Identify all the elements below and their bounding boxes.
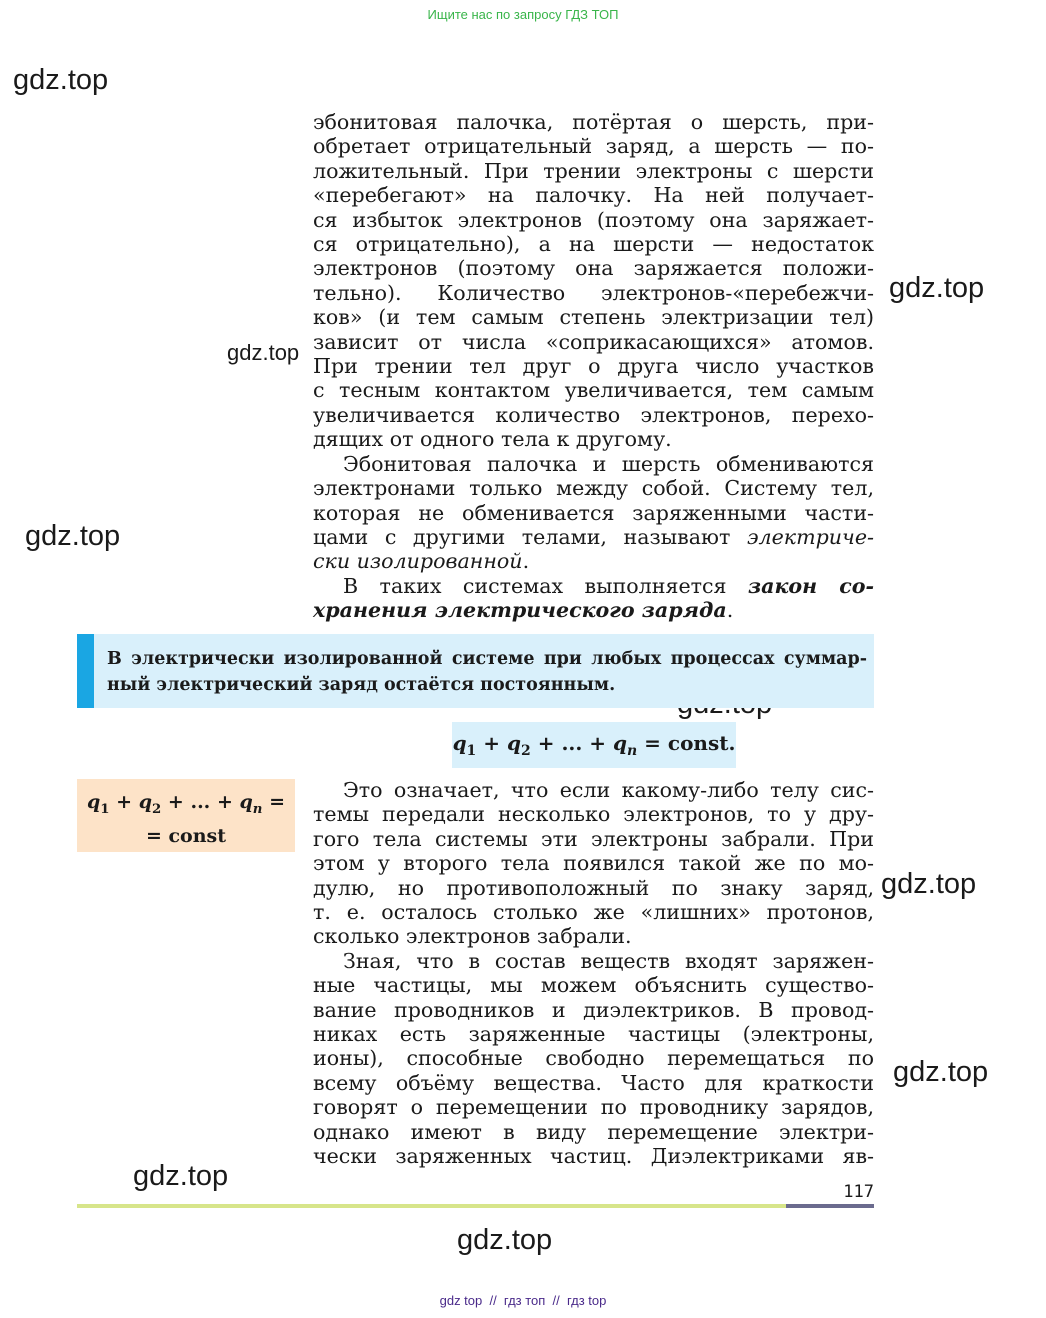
formula-dots: ... (561, 731, 583, 755)
formula-sub: n (252, 801, 263, 817)
law-term: закон со- (747, 573, 875, 598)
text-line: электронов (поэтому она заряжается положи- (313, 256, 874, 281)
text-fragment: . (726, 598, 734, 623)
text-line: ков» (и тем самым степень электризации тел) (313, 305, 874, 330)
watermark: gdz.top (881, 868, 977, 900)
formula-const: = const. (644, 731, 736, 755)
text-line: этом у второго тела появился такой же по мо- (313, 851, 874, 876)
text-line: Эбонитовая палочка и шерсть обмениваются (343, 451, 874, 476)
footer-divider-accent (786, 1204, 874, 1208)
text-line: сколько электронов забрали. (313, 924, 632, 949)
watermark: gdz.top (889, 272, 985, 304)
rule-line: В электрически изолированной системе при любых процессах суммар- (107, 649, 867, 669)
text-line: т. е. осталось столько же «лишних» протонов, (313, 900, 874, 925)
text-line: гого тела системы эти электроны забрали. При (313, 826, 874, 851)
text-line: говорят о перемещении по проводнику зарядов, (313, 1095, 874, 1120)
text-line: тельно). Количество электронов-«перебежчи- (313, 280, 874, 305)
rule-accent-bar (77, 634, 94, 708)
text-line: всему объёму вещества. Часто для краткости (313, 1070, 874, 1095)
text-line: ся отрицательно), а на шерсти — недостаток (313, 232, 874, 257)
rule-text (107, 646, 867, 698)
text-line: с тесным контактом увеличивается, тем самым (313, 378, 874, 403)
watermark: gdz.top (893, 1056, 989, 1088)
formula-op: + (483, 731, 501, 755)
formula (452, 731, 736, 759)
formula-var: q (613, 731, 628, 755)
text-line: Зная, что в состав веществ входят заряжен- (343, 948, 874, 973)
text-line: электронами только между собой. Систему тел, (313, 476, 874, 501)
text-line (313, 574, 874, 598)
text-line: Это означает, что если какому-либо телу сис- (343, 778, 874, 802)
text-line: ионы), способные свободно перемещаться по (313, 1046, 874, 1071)
text-line: дулю, но противоположный по знаку заряд, (313, 875, 874, 900)
formula-op: = (269, 791, 285, 813)
text-line: ся избыток электронов (поэтому она заряжает- (313, 207, 874, 232)
rule-line: ный электрический заряд остаётся постоянным. (107, 675, 616, 695)
formula-sub: 2 (152, 801, 162, 817)
side-formula-line: = const (145, 824, 227, 847)
text-line: которая не обменивается заряженными части- (313, 500, 874, 525)
formula-var: q (507, 731, 521, 755)
text-line (313, 598, 874, 622)
text-fragment: цами с другими телами, называют (313, 524, 731, 549)
text-line: обретает отрицательный заряд, а шерсть — по- (313, 134, 874, 159)
watermark: gdz.top (25, 520, 121, 552)
formula-op: + (537, 731, 555, 755)
text-column-lower (313, 778, 874, 1169)
formula-op: + (589, 731, 607, 755)
formula-sub: 1 (466, 743, 477, 759)
page-number: 117 (843, 1182, 874, 1202)
formula-sub: n (627, 743, 638, 759)
text-column-upper (313, 110, 874, 623)
text-fragment: В таких системах выполняется (343, 573, 727, 598)
text-line: При трении тел друг о друга число участков (313, 354, 874, 379)
side-note-formula (77, 789, 295, 849)
formula-var: q (138, 791, 153, 813)
bottom-links[interactable]: gdz top // гдз топ // гдз top (439, 1293, 607, 1308)
text-line: «перебегают» на палочку. На ней получает- (313, 183, 874, 208)
watermark: gdz.top (227, 340, 300, 365)
text-line: ложительный. При трении электроны с шерсти (313, 158, 874, 183)
text-line (313, 549, 874, 573)
text-line: зависит от числа «соприкасающихся» атомов. (313, 329, 874, 354)
formula-sub: 1 (100, 801, 110, 817)
text-line: однако имеют в виду перемещение электри- (313, 1119, 874, 1144)
formula-op: + (167, 791, 184, 813)
formula-var: q (452, 731, 467, 755)
text-fragment: . (522, 549, 530, 574)
formula-op: + (116, 791, 133, 813)
text-line: чески заряженных частиц. Диэлектриками яв- (313, 1144, 874, 1169)
text-line: увеличивается количество электронов, перехо- (313, 402, 874, 427)
top-banner[interactable]: Ищите нас по запросу ГДЗ ТОП (427, 7, 619, 22)
formula-sub: 2 (520, 743, 531, 759)
term-italic: ски изолированной (313, 549, 523, 574)
formula-dots: ... (190, 791, 211, 813)
footer-divider (77, 1204, 786, 1208)
term-italic: электриче- (746, 524, 875, 549)
formula-op: + (216, 791, 233, 813)
text-line: дящих от одного тела к другому. (313, 427, 672, 452)
watermark: gdz.top (457, 1224, 553, 1256)
text-line: темы передали несколько электронов, то у дру- (313, 802, 874, 827)
text-line (313, 525, 874, 549)
formula-var: q (239, 791, 253, 813)
watermark: gdz.top (133, 1160, 229, 1192)
text-line: ные частицы, мы можем объяснить существо- (313, 973, 874, 998)
law-term: хранения электрического заряда (313, 598, 727, 623)
text-line: эбонитовая палочка, потёртая о шерсть, при- (313, 110, 874, 134)
watermark: gdz.top (13, 64, 109, 96)
side-formula-line (77, 789, 295, 823)
text-line: никах есть заряженные частицы (электроны, (313, 1022, 874, 1047)
text-line: вание проводников и диэлектриков. В провод- (313, 997, 874, 1022)
formula-var: q (86, 791, 101, 813)
